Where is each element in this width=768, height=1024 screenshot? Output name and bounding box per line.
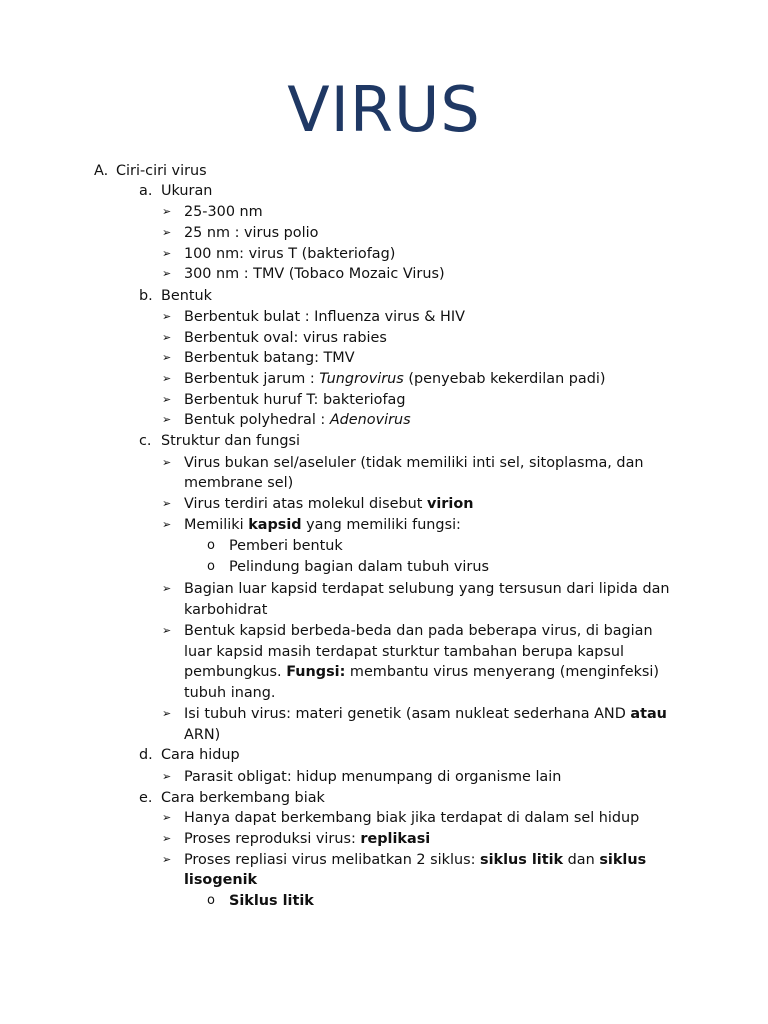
arrow-bullet-icon: ➢ — [162, 497, 172, 510]
arrow-bullet-icon: ➢ — [162, 247, 172, 260]
arrow-bullet-icon: ➢ — [162, 205, 172, 218]
arrow-bullet-icon: ➢ — [162, 770, 172, 783]
arrow-bullet-icon: ➢ — [162, 624, 172, 637]
list-item-continuation: lisogenik — [184, 872, 258, 888]
list-item-continuation: tubuh inang. — [184, 685, 276, 701]
berkembang-heading: e. Cara berkembang biak — [139, 790, 325, 806]
arrow-bullet-icon: ➢ — [162, 413, 172, 426]
arrow-bullet-icon: ➢ — [162, 811, 172, 824]
list-item-continuation: pembungkus. Fungsi: membantu virus menyerang (menginfeksi) — [184, 664, 660, 680]
ukuran-heading: a. Ukuran — [139, 183, 213, 199]
arrow-bullet-icon: ➢ — [162, 393, 172, 406]
arrow-bullet-icon: ➢ — [162, 853, 172, 866]
struktur-heading: c. Struktur dan fungsi — [139, 433, 300, 449]
cara-hidup-heading: d. Cara hidup — [139, 747, 240, 763]
arrow-bullet-icon: ➢ — [162, 582, 172, 595]
arrow-bullet-icon: ➢ — [162, 707, 172, 720]
list-item-continuation: ARN) — [184, 727, 221, 743]
arrow-bullet-icon: ➢ — [162, 372, 172, 385]
arrow-bullet-icon: ➢ — [162, 351, 172, 364]
arrow-bullet-icon: ➢ — [162, 456, 172, 469]
arrow-bullet-icon: ➢ — [162, 267, 172, 280]
list-item-continuation: luar kapsid masih terdapat sturktur tambahan berupa kapsul — [184, 644, 625, 660]
arrow-bullet-icon: ➢ — [162, 226, 172, 239]
section-a-heading: A. Ciri-ciri virus — [94, 163, 207, 179]
list-item-continuation: karbohidrat — [184, 602, 268, 618]
circle-bullet-icon: o — [207, 559, 215, 574]
arrow-bullet-icon: ➢ — [162, 331, 172, 344]
arrow-bullet-icon: ➢ — [162, 518, 172, 531]
arrow-bullet-icon: ➢ — [162, 310, 172, 323]
list-item-continuation: membrane sel) — [184, 475, 294, 491]
circle-bullet-icon: o — [207, 538, 215, 553]
circle-bullet-icon: o — [207, 893, 215, 908]
bentuk-heading: b. Bentuk — [139, 288, 212, 304]
page-title: VIRUS — [287, 73, 481, 146]
arrow-bullet-icon: ➢ — [162, 832, 172, 845]
